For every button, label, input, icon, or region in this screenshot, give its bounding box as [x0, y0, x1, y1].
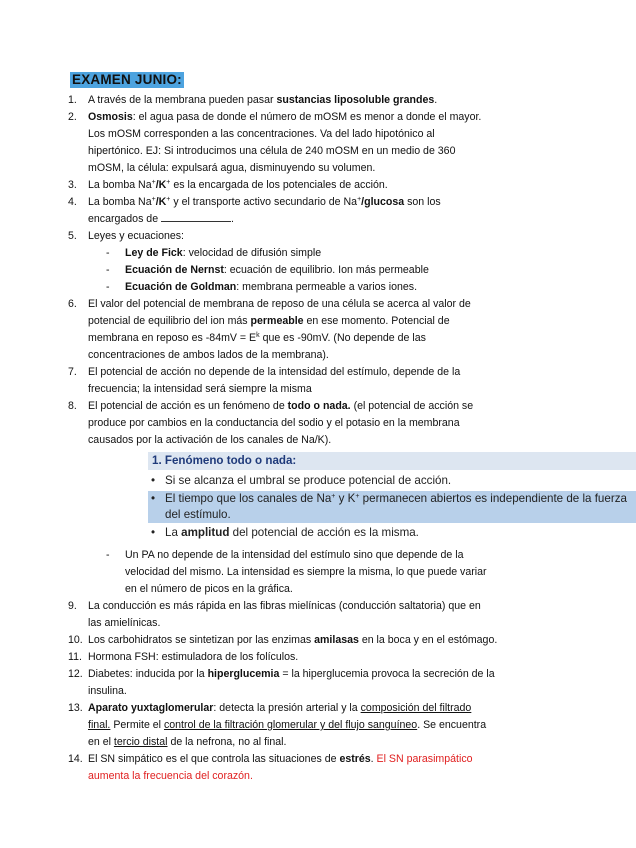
list-item-1: 1. A través de la membrana pueden pasar sustancias liposoluble grandes.: [88, 92, 540, 109]
item-number: 1.: [68, 94, 77, 106]
list-item-5: 5. Leyes y ecuaciones: - Ley de Fick: velocidad de difusión simple - Ecuación de Nernst: ecuación de equilibrio. Ion más permeable - Ecuación de Goldman: membrana permeable a varios iones.: [88, 228, 540, 296]
slide-heading: 1. Fenómeno todo o nada:: [148, 452, 636, 470]
slide-bullet-1: • Si se alcanza el umbral se produce potencial de acción.: [151, 474, 452, 487]
item-number: 2.: [68, 111, 77, 123]
list-item-6: 6. El valor del potencial de membrana de reposo de una célula se acerca al valor de potencial de equilibrio del ion más permeable en ese momento. Potencial de membrana en reposo es $-84mV = E^k$ que es -90mV. (No depende de las concentraciones de ambos lados de la membrana).: [68, 298, 471, 361]
bullet-icon: •: [151, 526, 156, 539]
item-number: 13.: [68, 702, 83, 714]
slide-bullet-3: • La amplitud del potencial de acción es la misma.: [151, 526, 419, 539]
list-item-3: 3. La bomba Na+/K+ es la encargada de los potenciales de acción.: [88, 177, 540, 194]
list-item-11: 11. Hormona FSH: estimuladora de los folículos.: [88, 649, 540, 666]
pasted-slide-excerpt: [148, 452, 636, 541]
list-item-14: 14. El SN simpático es el que controla las situaciones de estrés. El SN parasimpático aumenta la frecuencia del corazón.: [68, 753, 473, 782]
item-number: 11.: [68, 651, 82, 663]
sub-item-fick: - Ley de Fick: velocidad de difusión simple: [106, 247, 322, 259]
list-item-13: 13. Aparato yuxtaglomerular: detecta la presión arterial y la composición del filtrado final. Permite el control de la filtración glomerular y del flujo sanguíneo. Se encuentra en el tercio distal de la nefrona, no al final.: [68, 702, 487, 748]
sub-item-nernst: - Ecuación de Nernst: ecuación de equilibrio. Ion más permeable: [106, 264, 429, 276]
slide-bullet-2-highlighted: • El tiempo que los canales de Na+ y K+ permanecen abiertos es independiente de la fuerza del estímulo.: [148, 491, 636, 523]
list-item-10: 10. Los carbohidratos se sintetizan por las enzimas amilasas en la boca y en el estómago.: [88, 632, 540, 649]
exam-list: [68, 92, 627, 785]
list-item-9: 9. La conducción es más rápida en las fibras mielínicas (conducción saltatoria) que en las amielínicas.: [68, 600, 481, 629]
item-number: 10.: [68, 634, 83, 646]
red-note: El SN parasimpático: [376, 753, 473, 765]
item-number: 12.: [68, 668, 83, 680]
list-item-8: 8. El potencial de acción es un fenómeno de todo o nada. (el potencial de acción se produce por cambios en la conductancia del sodio y el potasio en la membrana causados por la activación de los canales de Na/K). 1. Fenómeno todo o nada: • Si se alcanza el umbral se produce potencial de acción. • El tiempo que los canales de Na+ y K+ permanecen abiertos es independiente de la fuerza del estímulo. • La amplitud del potencial de acción es la misma. - Un PA no depende de la intensidad del estímulo sino que depende de la velocidad del mismo. La intensidad es siempre la misma, lo que puede variar en el número de picos en la gráfica.: [88, 398, 540, 598]
fill-in-blank: [161, 212, 231, 222]
item-number: 7.: [68, 366, 77, 378]
item-number: 9.: [68, 600, 77, 612]
item-number: 14.: [68, 753, 83, 765]
bullet-icon: •: [151, 492, 156, 505]
red-note: aumenta la frecuencia del corazón.: [88, 770, 253, 782]
list-item-7: 7. El potencial de acción no depende de la intensidad del estímulo, depende de la frecuencia; la intensidad será siempre la misma: [68, 366, 461, 395]
item-number: 8.: [68, 400, 77, 412]
item-number: 6.: [68, 298, 77, 310]
item-number: 3.: [68, 179, 77, 191]
list-item-12: 12. Diabetes: inducida por la hiperglucemia = la hiperglucemia provoca la secreción de la insulina.: [68, 668, 495, 697]
sub-item-goldman: - Ecuación de Goldman: membrana permeable a varios iones.: [106, 281, 418, 293]
sub-item-pa: - Un PA no depende de la intensidad del estímulo sino que depende de la velocidad del mismo. La intensidad es siempre la misma, lo que puede variar en el número de picos en la gráfica.: [106, 549, 487, 595]
item-number: 4.: [68, 196, 77, 208]
bullet-icon: •: [151, 474, 156, 487]
list-item-2: 2. Osmosis: el agua pasa de donde el número de mOSM es menor a donde el mayor. Los mOSM corresponden a las concentraciones. Va del lado hipotónico al hipertónico. EJ: Si introducimos una célula de 240 mOSM en un medio de 360 mOSM, la célula: expulsará agua, disminuyendo su volumen.: [68, 111, 482, 174]
list-item-4: 4. La bomba Na+/K+ y el transporte activo secundario de Na+/glucosa son los encargados de .: [68, 196, 441, 225]
page-title: EXAMEN JUNIO:: [72, 72, 182, 87]
item-number: 5.: [68, 230, 77, 242]
